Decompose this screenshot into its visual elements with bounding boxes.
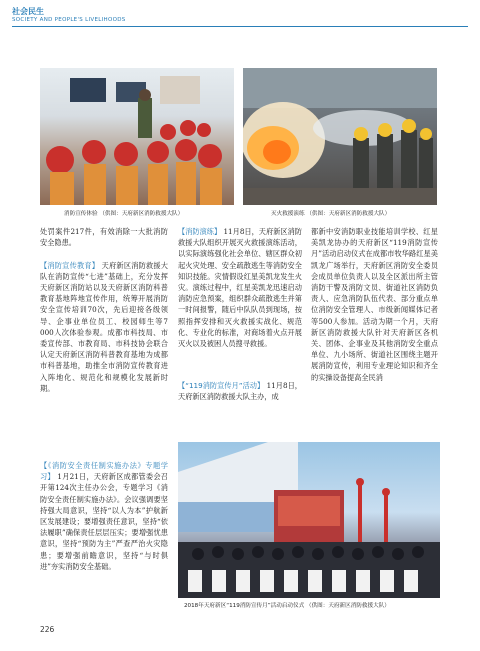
caption-photo1: 消防宣传体验 （供图：天府新区消防救援大队） bbox=[64, 211, 184, 217]
heading-fire-drill: 【消防演练】 bbox=[178, 227, 222, 236]
paragraph-119-month bbox=[178, 380, 302, 402]
photo-119-ceremony-illustration bbox=[178, 442, 440, 598]
heading-responsibility-study: 【《消防安全责任制实施办法》专题学习】 bbox=[40, 461, 168, 482]
section-title-en: SOCIETY AND PEOPLE'S LIVELIHOODS bbox=[12, 17, 126, 23]
photo-119-ceremony bbox=[178, 442, 440, 598]
caption-photo2: 灭火救援演练 （供图：天府新区消防救援大队） bbox=[271, 211, 391, 217]
heading-fire-education: 【消防宣传教育】 bbox=[40, 260, 100, 270]
photo-fire-drill-illustration bbox=[243, 68, 437, 205]
page-number: 226 bbox=[40, 625, 55, 634]
text-column-1-bottom bbox=[40, 460, 168, 572]
section-title-cn: 社会民生 bbox=[12, 7, 44, 16]
paragraph-fire-education bbox=[40, 260, 168, 394]
body-119-month: 11月8日，天府新区消防救援大队主办，成 bbox=[178, 381, 302, 402]
body-responsibility-study: 1月21日，天府新区成都管委会召开第124次主任办公会，专题学习《消防安全责任制实施办法》。会议强调要坚持强大局意识，坚持“以人为本”护航新区发展建设；要增强责任意识，坚持“依法履职”确保责任层层压实；要增强忧患意识，坚持“预防为主”严查严治火灾隐患；要增强前瞻意识，坚持“与时俱进”夯实消防安全基础。 bbox=[40, 472, 168, 571]
text-column-3 bbox=[311, 226, 438, 383]
photo-fire-education-illustration bbox=[40, 68, 234, 205]
text-column-2 bbox=[178, 226, 302, 349]
paragraph-responsibility-study bbox=[40, 460, 168, 572]
photo-fire-education bbox=[40, 68, 234, 205]
body-fire-education: 天府新区消防救援大队在消防宣传“七进”基础上，充分发挥天府新区消防站以及天府新区消防科普教育基地阵地宣传作用，统筹开展消防安全宣传培训70次，先后迎接各级领导、企事业单位员工、校园师生等7 000人次体验参观。成都市科技局、市委宣传部、市教育局、市科技协会联合认定天府新区消防科普教育基地为成都市科普基地，助推全市消防宣传教育进入阵地化、规范化和规模化发展新时期。 bbox=[40, 260, 168, 393]
caption-photo3: 2018年天府新区“119消防宣传月”活动启动仪式 （供图：天府新区消防救援大队） bbox=[184, 603, 390, 609]
photo-fire-drill bbox=[243, 68, 437, 205]
heading-119-month: 【“119消防宣传月”活动】 bbox=[178, 381, 265, 390]
paragraph-enforcement: 处罚案件217件，有效消除一大批消防安全隐患。 bbox=[40, 227, 168, 248]
paragraph-fire-drill bbox=[178, 226, 302, 349]
paragraph-119-month-continued: 都新中安消防职业技能培训学校、红星美凯龙协办的天府新区“119消防宣传月”活动启动仪式在成都市牧华路红星美凯龙广场举行，天府新区消防安全委员会成员单位负责人以及全区派出所主管消防干警及消防文员、街道社区消防负责人、应急消防队伍代表、部分重点单位消防安全管理人、市级新闻媒体记者等500人参加。活动为期一个月，天府新区消防救援大队针对天府新区各机关、团体、企事业及其他消防安全重点单位、九小场所、街道社区围绕主题开展消防宣传，利用专业理论知识和齐全的实操设备提高全民消 bbox=[311, 227, 438, 382]
header-rule bbox=[12, 26, 468, 27]
text-column-2-bottom bbox=[178, 380, 302, 402]
page-header bbox=[12, 6, 468, 23]
text-column-1 bbox=[40, 226, 168, 394]
body-fire-drill: 11月8日，天府新区消防救援大队组织开展灭火救援演练活动，以实际演练强化社会单位、辖区群众初起火灾处理、安全疏散逃生等消防安全知识技能。灾情假设红星美凯龙发生火灾。演练过程中，红星美凯龙迅速启动消防应急预案，组织群众疏散逃生并第一时间报警，随后中队队员到现场，按照指挥安排和灭火救援实战化、规范化、专业化的标准，对商场着火点开展灭火以及被困人员搜寻救援。 bbox=[178, 227, 302, 349]
